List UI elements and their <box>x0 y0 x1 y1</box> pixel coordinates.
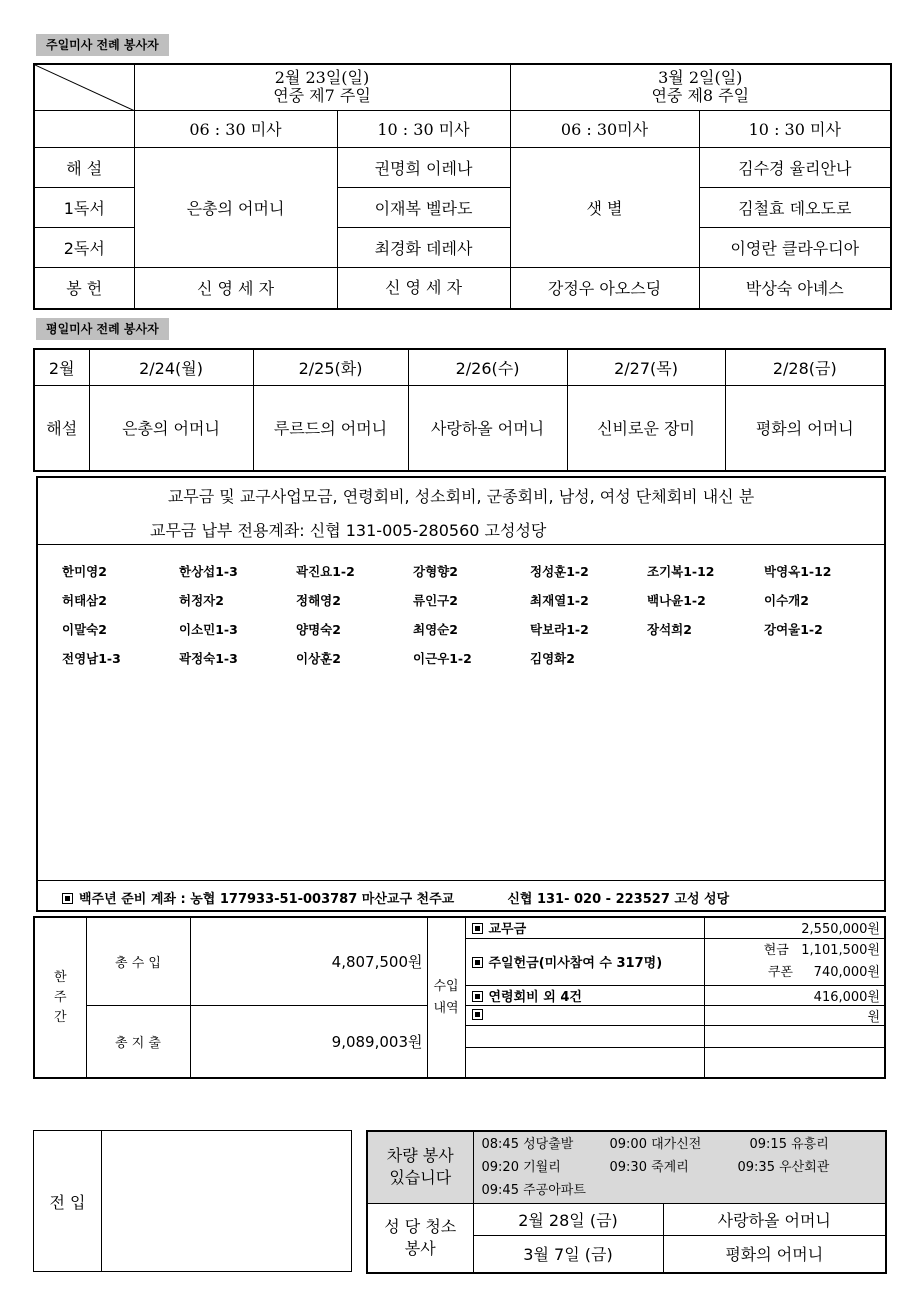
stop-3: 09:15 유흥리 <box>749 1136 829 1152</box>
cleaning-label: 성 당 청소 봉사 <box>367 1203 473 1273</box>
donor-name: 이근우1-2 <box>413 651 472 666</box>
donor-name: 곽진요1-2 <box>296 564 355 579</box>
weekday-day-mon: 2/24(월) <box>89 349 253 385</box>
schedule-row-3 <box>482 1179 886 1202</box>
item-tithe-amount: 2,550,000원 <box>704 917 885 938</box>
diagonal-line <box>35 65 135 111</box>
expense-label: 총 지 출 <box>86 1005 190 1078</box>
finance-period <box>34 917 86 1078</box>
cash-label: 현금 <box>763 942 789 958</box>
w1-1030-reading1: 이재복 벨라도 <box>337 187 510 227</box>
cleaning-group-1: 사랑하올 어머니 <box>663 1203 886 1235</box>
donor-name: 이말숙2 <box>62 622 107 637</box>
finance-table <box>33 916 886 1079</box>
vehicle-schedule <box>473 1131 886 1203</box>
w2-1030-reading1: 김철효 데오도로 <box>699 187 891 227</box>
donor-name: 이소민1-3 <box>179 622 238 637</box>
weekday-day-tue: 2/25(화) <box>253 349 408 385</box>
weekday-servers-table <box>33 348 886 472</box>
stop-1: 08:45 성당출발 <box>481 1136 574 1152</box>
role-offering: 봉 헌 <box>34 267 134 309</box>
vehicle-label: 차량 봉사 있습니다 <box>367 1131 473 1203</box>
donor-name: 탁보라1-2 <box>530 622 589 637</box>
donor-name: 한상섭1-3 <box>179 564 238 579</box>
diagonal-corner-cell-2 <box>34 110 134 147</box>
donor-name: 류인구2 <box>413 593 458 608</box>
transfer-table <box>33 1130 352 1272</box>
item-memorial-amount: 416,000원 <box>704 985 885 1005</box>
donor-name: 장석희2 <box>647 622 692 637</box>
weekday-group-mon: 은총의 어머니 <box>89 385 253 471</box>
item-blank <box>465 1005 704 1025</box>
weekday-group-fri: 평화의 어머니 <box>725 385 885 471</box>
w1-1030-reading2: 최경화 데레사 <box>337 227 510 267</box>
role-reading2: 2독서 <box>34 227 134 267</box>
transfer-label: 전 입 <box>34 1131 102 1272</box>
donor-name: 최영순2 <box>413 622 458 637</box>
week1-header <box>134 64 510 110</box>
donor-name: 정성훈1-2 <box>530 564 589 579</box>
weekday-day-thu: 2/27(목) <box>567 349 725 385</box>
stop-4: 09:20 기월리 <box>481 1159 561 1175</box>
donor-name: 전영남1-3 <box>62 651 121 666</box>
weekday-group-wed: 사랑하올 어머니 <box>408 385 567 471</box>
dues-header: 교무금 및 교구사업모금, 연령회비, 성소회비, 군종회비, 남성, 여성 단체회비 내신 분 <box>167 487 755 506</box>
w2-1030-reading2: 이영란 클라우디아 <box>699 227 891 267</box>
schedule-row-2 <box>482 1156 886 1179</box>
dues-box <box>36 476 886 912</box>
donor-name: 정해영2 <box>296 593 341 608</box>
jubilee-account-1: 백주년 준비 계좌 : 농협 177933-51-003787 마산교구 천주교 <box>79 892 455 907</box>
stop-7: 09:45 주공아파트 <box>481 1182 586 1198</box>
stop-5: 09:30 죽계리 <box>609 1159 689 1175</box>
w2-1030-commentary: 김수경 율리안나 <box>699 147 891 187</box>
coupon-label: 쿠폰 <box>767 964 793 980</box>
empty-cell <box>704 1047 885 1078</box>
cleaning-group-2: 평화의 어머니 <box>663 1235 886 1273</box>
donor-name: 김영화2 <box>530 651 575 666</box>
income-detail-text: 수입 내역 <box>433 978 459 1016</box>
jubilee-account <box>62 888 729 907</box>
coupon-amount: 740,000원 <box>813 964 880 980</box>
w2-1030-offering: 박상숙 아녜스 <box>699 267 891 309</box>
dues-name-grid <box>62 562 881 667</box>
income-detail-label <box>427 917 465 1078</box>
cleaning-date-1: 2월 28일 (금) <box>473 1203 663 1235</box>
checkbox-icon <box>472 923 483 934</box>
sunday-section-tag: 주일미사 전례 봉사자 <box>36 34 169 56</box>
vehicle-cleaning-table <box>366 1130 887 1274</box>
item-sunday-offering-amounts <box>704 938 885 985</box>
item-sunday-offering <box>465 938 704 985</box>
donor-name: 강형향2 <box>413 564 458 579</box>
cleaning-date-2: 3월 7일 (금) <box>473 1235 663 1273</box>
donor-name: 조기복1-12 <box>647 564 715 579</box>
weekday-role: 해설 <box>34 385 89 471</box>
schedule-row-1 <box>482 1133 886 1156</box>
w1-0630-group: 은총의 어머니 <box>134 147 337 267</box>
item-memorial-label: 연령회비 외 4건 <box>488 989 582 1005</box>
w2-0630-group: 샛 별 <box>510 147 699 267</box>
sunday-servers-table <box>33 63 892 310</box>
w1-0630-offering: 신 영 세 자 <box>134 267 337 309</box>
role-commentary: 해 설 <box>34 147 134 187</box>
item-tithe <box>465 917 704 938</box>
role-reading1: 1독서 <box>34 187 134 227</box>
jubilee-divider <box>38 880 884 881</box>
income-label: 총 수 입 <box>86 917 190 1005</box>
checkbox-icon <box>472 1009 483 1020</box>
item-tithe-label: 교무금 <box>488 922 527 938</box>
w1-1030-commentary: 권명희 이레나 <box>337 147 510 187</box>
stop-2: 09:00 대가신전 <box>609 1136 702 1152</box>
dues-account: 교무금 납부 전용계좌: 신협 131-005-280560 고성성당 <box>150 521 547 540</box>
w2-0630-offering: 강정우 아오스딩 <box>510 267 699 309</box>
time-w2-1030: 10 : 30 미사 <box>699 110 891 147</box>
dues-divider <box>38 544 884 545</box>
empty-cell <box>704 1025 885 1047</box>
w1-1030-offering: 신 영 세 자 <box>337 267 510 309</box>
week2-header <box>510 64 891 110</box>
item-sunday-offering-label: 주일헌금(미사참여 수 317명) <box>488 956 663 971</box>
empty-cell <box>465 1025 704 1047</box>
week1-date: 2월 23일(일) <box>274 68 370 88</box>
stop-6: 09:35 우산회관 <box>737 1159 830 1175</box>
transfer-content <box>102 1131 352 1272</box>
time-w1-0630: 06 : 30 미사 <box>134 110 337 147</box>
donor-name: 허태삼2 <box>62 593 107 608</box>
donor-name: 강여울1-2 <box>764 622 823 637</box>
weekday-day-wed: 2/26(수) <box>408 349 567 385</box>
income-amount: 4,807,500원 <box>190 917 427 1005</box>
item-memorial <box>465 985 704 1005</box>
weekday-section-tag: 평일미사 전례 봉사자 <box>36 318 169 340</box>
donor-name: 이수개2 <box>764 593 809 608</box>
donor-name: 양명숙2 <box>296 622 341 637</box>
weekday-day-fri: 2/28(금) <box>725 349 885 385</box>
donor-name: 백나윤1-2 <box>647 593 706 608</box>
donor-name: 한미영2 <box>62 564 107 579</box>
donor-name: 곽정숙1-3 <box>179 651 238 666</box>
checkbox-icon <box>62 893 73 904</box>
coupon-row <box>705 962 881 984</box>
weekday-group-thu: 신비로운 장미 <box>567 385 725 471</box>
expense-amount: 9,089,003원 <box>190 1005 427 1078</box>
checkbox-icon <box>472 957 483 968</box>
donor-name: 이상훈2 <box>296 651 341 666</box>
cash-amount: 1,101,500원 <box>801 942 880 958</box>
time-w1-1030: 10 : 30 미사 <box>337 110 510 147</box>
donor-name: 박영옥1-12 <box>764 564 832 579</box>
week1-name: 연중 제7 주일 <box>273 86 371 106</box>
jubilee-account-2: 신협 131- 020 - 223527 고성 성당 <box>507 892 730 907</box>
time-w2-0630: 06 : 30미사 <box>510 110 699 147</box>
diagonal-corner-cell <box>34 64 134 110</box>
weekday-group-tue: 루르드의 어머니 <box>253 385 408 471</box>
donor-name: 최재열1-2 <box>530 593 589 608</box>
weekday-month: 2월 <box>34 349 89 385</box>
item-blank-amount: 원 <box>704 1005 885 1025</box>
cash-row <box>705 940 881 962</box>
empty-cell <box>465 1047 704 1078</box>
checkbox-icon <box>472 991 483 1002</box>
donor-name: 허정자2 <box>179 593 224 608</box>
finance-period-text: 한 주 간 <box>53 969 67 1025</box>
week2-date: 3월 2일(일) <box>658 68 743 88</box>
week2-name: 연중 제8 주일 <box>651 86 750 106</box>
